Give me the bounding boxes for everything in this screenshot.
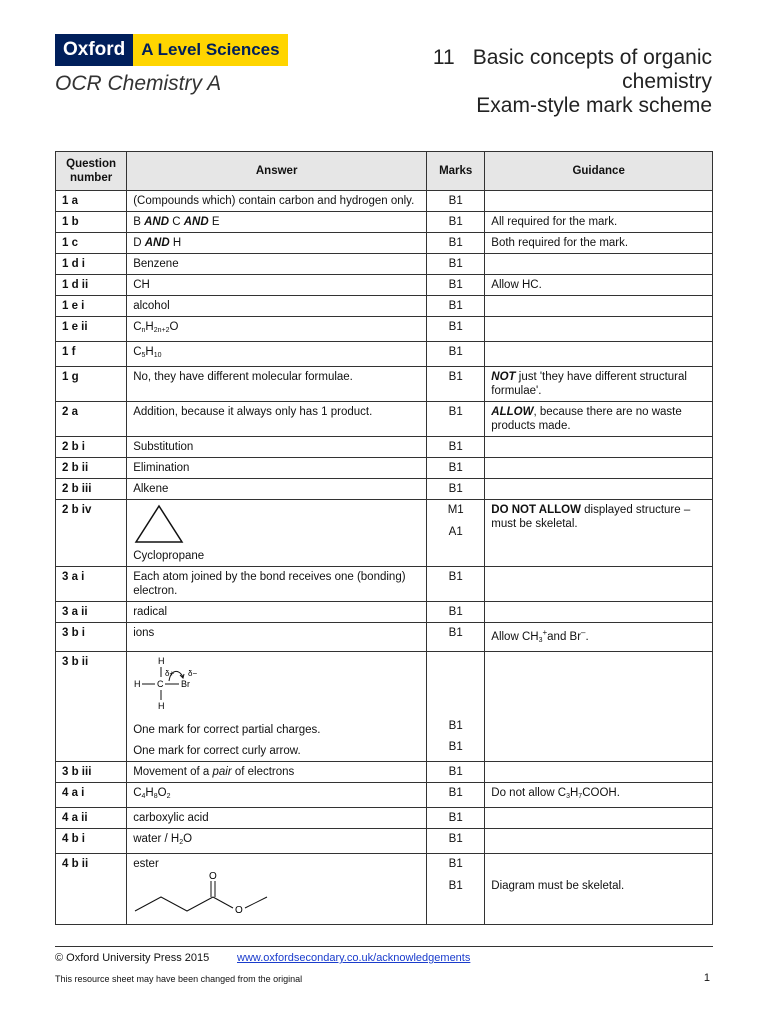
answer-cell: carboxylic acid [127, 808, 427, 829]
ester-oxygen: O [235, 905, 243, 916]
title-line-1: Basic concepts of organic [472, 46, 712, 69]
answer-cell: alcohol [127, 296, 427, 317]
marks-cell: B1 [427, 808, 485, 829]
question-number: 2 a [56, 402, 127, 437]
answer-text: ester [133, 858, 159, 870]
question-number: 1 d i [56, 254, 127, 275]
table-row [56, 479, 713, 500]
question-number: 1 e ii [56, 317, 127, 342]
answer-cell: CH [127, 275, 427, 296]
question-number: 4 b i [56, 829, 127, 854]
header-marks: Marks [427, 152, 485, 191]
atom-h-bottom: H [158, 701, 165, 711]
changed-notice: This resource sheet may have been changed from the original [55, 974, 303, 984]
answer-emphasis: AND [144, 237, 170, 249]
guidance-text: . [585, 631, 589, 643]
answer-cell [127, 762, 427, 783]
guidance-cell [485, 652, 713, 762]
table-row [56, 212, 713, 233]
guidance-cell [485, 254, 713, 275]
formula-part: C [133, 787, 142, 799]
atom-h-left: H [134, 679, 141, 689]
marks-cell: B1 [427, 367, 485, 402]
title-line-2: chemistry [622, 70, 712, 93]
question-number: 1 e i [56, 296, 127, 317]
formula-part: O [157, 787, 167, 799]
guidance-text: Allow CH [491, 631, 539, 643]
ester-bond [213, 897, 233, 908]
marks-cell: B1 [427, 233, 485, 254]
answer-text: H [169, 237, 182, 249]
question-number: 1 d ii [56, 275, 127, 296]
question-number: 2 b iii [56, 479, 127, 500]
guidance-cell [485, 602, 713, 623]
question-number: 3 a i [56, 567, 127, 602]
question-number: 4 b ii [56, 854, 127, 925]
question-number: 1 c [56, 233, 127, 254]
formula-subscript: 3 [538, 637, 543, 644]
answer-cell: radical [127, 602, 427, 623]
cyclopropane-diagram [133, 503, 185, 545]
answer-text: Cyclopropane [133, 550, 205, 562]
formula-subscript: 3 [566, 793, 570, 800]
table-row [56, 602, 713, 623]
mark-m1: M1 [447, 504, 464, 516]
answer-text: D [133, 237, 145, 249]
formula-part: H [145, 346, 154, 358]
guidance-emphasis: ALLOW [491, 406, 534, 418]
formula-part: C [133, 346, 142, 358]
carbonyl-oxygen: O [209, 871, 217, 882]
methyl-bond [245, 897, 267, 908]
marks-cell [427, 652, 485, 762]
answer-cell [127, 854, 427, 925]
formula-subscript: 10 [153, 352, 162, 359]
formula-part: water / H [133, 833, 180, 845]
guidance-cell [485, 567, 713, 602]
guidance-text: COOH. [582, 787, 620, 799]
answer-cell: Elimination [127, 458, 427, 479]
table-row [56, 402, 713, 437]
table-row [56, 783, 713, 808]
table-row [56, 458, 713, 479]
triangle-structure [136, 506, 182, 542]
table-row [56, 652, 713, 762]
atom-h-top: H [158, 656, 165, 666]
marks-cell: B1 [427, 296, 485, 317]
atom-c: C [157, 679, 164, 689]
acknowledgements-link[interactable]: www.oxfordsecondary.co.uk/acknowledgements [237, 952, 471, 964]
title-line-3: Exam-style mark scheme [476, 94, 712, 117]
answer-text: C [169, 216, 184, 228]
guidance-cell [485, 402, 713, 437]
marks-cell: B1 [427, 275, 485, 296]
marks-cell [427, 854, 485, 925]
answer-text: Movement of a [133, 766, 213, 778]
answer-text: E [208, 216, 220, 228]
question-number: 3 b i [56, 623, 127, 652]
guidance-cell [485, 437, 713, 458]
bond-polarity-diagram [133, 655, 213, 711]
guidance-cell: Both required for the mark. [485, 233, 713, 254]
formula-part: O [169, 321, 179, 333]
formula-part: H [145, 787, 154, 799]
answer-cell: Addition, because it always only has 1 product. [127, 402, 427, 437]
answer-text: One mark for correct partial charges. [133, 724, 321, 736]
guidance-cell: All required for the mark. [485, 212, 713, 233]
answer-cell [127, 500, 427, 567]
marks-cell: B1 [427, 623, 485, 652]
formula-subscript: 5 [141, 352, 146, 359]
marks-cell: B1 [427, 191, 485, 212]
marks-cell: B1 [427, 762, 485, 783]
table-row [56, 317, 713, 342]
guidance-text: Do not allow C [491, 787, 567, 799]
copyright: © Oxford University Press 2015 [55, 952, 210, 964]
guidance-cell [485, 367, 713, 402]
question-number: 2 b i [56, 437, 127, 458]
table-row [56, 829, 713, 854]
formula-part: C [133, 321, 142, 333]
guidance-cell [485, 342, 713, 367]
answer-emphasis: AND [144, 216, 169, 228]
question-number: 4 a ii [56, 808, 127, 829]
mark-b1: B1 [448, 880, 463, 892]
marks-cell: B1 [427, 437, 485, 458]
marks-cell: B1 [427, 567, 485, 602]
question-number: 1 a [56, 191, 127, 212]
marks-cell: B1 [427, 479, 485, 500]
formula-superscript: – [581, 628, 586, 637]
answer-cell [127, 233, 427, 254]
answer-cell: Substitution [127, 437, 427, 458]
formula-subscript: 8 [153, 793, 158, 800]
answer-emphasis: pair [212, 766, 232, 778]
table-row [56, 342, 713, 367]
mark-scheme-table [55, 151, 713, 925]
guidance-cell [485, 191, 713, 212]
marks-cell: B1 [427, 342, 485, 367]
footer-divider [55, 946, 713, 947]
table-row [56, 367, 713, 402]
logo-series: A Level Sciences [133, 34, 287, 66]
header-guidance: Guidance [485, 152, 713, 191]
page-number: 1 [703, 972, 710, 984]
guidance-cell [485, 854, 713, 925]
guidance-text: displayed structure – must be skeletal. [491, 504, 691, 530]
answer-cell [127, 212, 427, 233]
answer-cell: (Compounds which) contain carbon and hydrogen only. [127, 191, 427, 212]
answer-emphasis: AND [183, 216, 209, 228]
guidance-cell [485, 479, 713, 500]
answer-cell: ions [127, 623, 427, 652]
table-header-row [56, 152, 713, 191]
guidance-text: H [569, 787, 579, 799]
question-number: 1 g [56, 367, 127, 402]
question-number: 3 a ii [56, 602, 127, 623]
delta-plus: δ+ [165, 669, 175, 678]
mark-b1: B1 [448, 858, 463, 870]
question-number: 4 a i [56, 783, 127, 808]
mark-a1: A1 [448, 526, 463, 538]
guidance-text: and Br [547, 631, 582, 643]
guidance-text: , because there are no waste products made. [491, 406, 682, 432]
atom-br: Br [181, 679, 191, 689]
table-row [56, 233, 713, 254]
question-number: 2 b iv [56, 500, 127, 567]
guidance-cell: Allow HC. [485, 275, 713, 296]
answer-cell: Alkene [127, 479, 427, 500]
answer-text: One mark for correct curly arrow. [133, 745, 301, 757]
guidance-cell [485, 623, 713, 652]
answer-text: of electrons [231, 766, 295, 778]
answer-cell: No, they have different molecular formulae. [127, 367, 427, 402]
table-row [56, 854, 713, 925]
formula-subscript: 7 [578, 793, 583, 800]
marks-cell: B1 [427, 783, 485, 808]
answer-cell [127, 652, 427, 762]
question-number: 1 f [56, 342, 127, 367]
formula-part: O [183, 833, 193, 845]
formula-subscript: 2n+2 [153, 327, 170, 334]
table-row [56, 762, 713, 783]
guidance-cell [485, 829, 713, 854]
document-title [433, 46, 712, 118]
answer-cell: Benzene [127, 254, 427, 275]
header-question: Question number [56, 152, 127, 191]
oxford-logo [55, 34, 288, 66]
table-row [56, 500, 713, 567]
delta-minus: δ− [188, 669, 198, 678]
mark-b1: B1 [448, 720, 463, 732]
subject-title: OCR Chemistry A [55, 72, 222, 95]
table-row [56, 191, 713, 212]
question-number: 3 b ii [56, 652, 127, 762]
chapter-number: 11 [432, 46, 455, 69]
table-row [56, 808, 713, 829]
guidance-cell [485, 808, 713, 829]
formula-subscript: 2 [166, 793, 171, 800]
table-row [56, 254, 713, 275]
answer-formula [127, 317, 427, 342]
formula-subscript: 4 [141, 793, 146, 800]
marks-cell: B1 [427, 317, 485, 342]
guidance-text: Diagram must be skeletal. [491, 880, 625, 892]
answer-cell: Each atom joined by the bond receives one (bonding) electron. [127, 567, 427, 602]
marks-cell: B1 [427, 458, 485, 479]
mark-b1: B1 [448, 741, 463, 753]
question-number: 1 b [56, 212, 127, 233]
header-answer: Answer [127, 152, 427, 191]
marks-cell: B1 [427, 212, 485, 233]
answer-formula [127, 783, 427, 808]
guidance-cell [485, 762, 713, 783]
question-number: 2 b ii [56, 458, 127, 479]
table-row [56, 623, 713, 652]
guidance-cell [485, 500, 713, 567]
formula-subscript: 2 [179, 839, 184, 846]
formula-part: H [145, 321, 154, 333]
logo-brand: Oxford [55, 34, 133, 66]
table-row [56, 296, 713, 317]
guidance-cell [485, 317, 713, 342]
marks-cell [427, 500, 485, 567]
answer-formula [127, 342, 427, 367]
answer-text: B [133, 216, 145, 228]
question-number: 3 b iii [56, 762, 127, 783]
guidance-cell [485, 783, 713, 808]
carbon-chain [135, 897, 213, 911]
guidance-emphasis: NOT [491, 371, 516, 383]
formula-superscript: + [542, 628, 548, 637]
table-row [56, 567, 713, 602]
table-row [56, 275, 713, 296]
marks-cell: B1 [427, 602, 485, 623]
answer-formula [127, 829, 427, 854]
marks-cell: B1 [427, 254, 485, 275]
marks-cell: B1 [427, 402, 485, 437]
ester-skeletal-diagram [133, 871, 283, 917]
guidance-emphasis: DO NOT ALLOW [491, 504, 581, 516]
guidance-text: just 'they have different structural formulae'. [491, 371, 687, 397]
guidance-cell [485, 296, 713, 317]
table-row [56, 437, 713, 458]
marks-cell: B1 [427, 829, 485, 854]
guidance-cell [485, 458, 713, 479]
formula-subscript: n [141, 327, 146, 334]
